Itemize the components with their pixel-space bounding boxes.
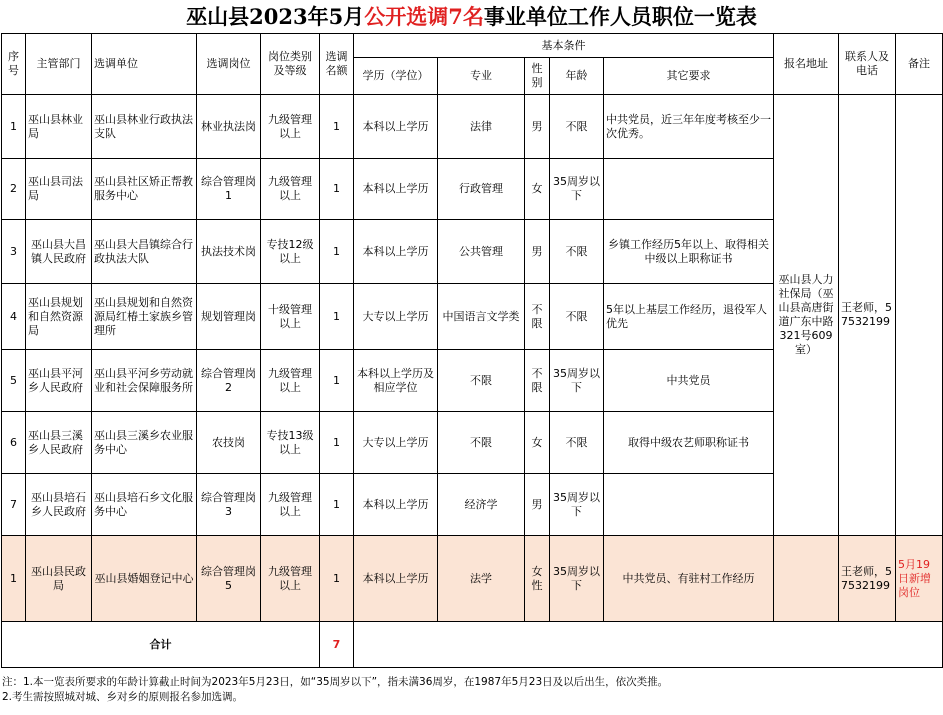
cell-unit: 巫山县林业行政执法支队	[92, 95, 197, 159]
cell-dept: 巫山县平河乡人民政府	[26, 350, 92, 412]
cell-seq: 3	[2, 220, 26, 284]
total-empty	[354, 622, 943, 668]
footnote-2: 2.考生需按照城对城、乡对乡的原则报名参加选调。	[2, 691, 244, 703]
header-address: 报名地址	[774, 34, 839, 95]
footnote-1: 注：1.本一览表所要求的年龄计算截止时间为2023年5月23日，如“35周岁以下”，指未满36周岁，在1987年5月23日及以后出生，依次类推。	[2, 676, 669, 688]
cell-gender: 不限	[525, 284, 550, 350]
cell-major: 经济学	[438, 474, 525, 536]
cell-category: 九级管理以上	[261, 95, 320, 159]
table-row	[2, 95, 943, 159]
cell-quota: 1	[320, 220, 354, 284]
cell-age: 35周岁以下	[550, 350, 604, 412]
cell-address: 巫山县人力社保局（巫山县高唐街道广东中路321号609室）	[774, 95, 839, 536]
cell-quota: 1	[320, 159, 354, 220]
cell-age: 不限	[550, 95, 604, 159]
cell-unit: 巫山县婚姻登记中心	[92, 536, 197, 622]
cell-post: 综合管理岗1	[197, 159, 261, 220]
cell-post: 执法技术岗	[197, 220, 261, 284]
table-row-new	[2, 536, 943, 622]
header-category: 岗位类别及等级	[261, 34, 320, 95]
header-post: 选调岗位	[197, 34, 261, 95]
cell-category: 十级管理以上	[261, 284, 320, 350]
cell-education: 本科以上学历	[354, 536, 438, 622]
positions-table	[1, 33, 943, 668]
cell-gender: 男	[525, 95, 550, 159]
cell-category: 九级管理以上	[261, 536, 320, 622]
header-education: 学历（学位）	[354, 58, 438, 95]
cell-age: 不限	[550, 284, 604, 350]
footnotes	[2, 675, 940, 705]
title-part-2: 事业单位工作人员职位一览表	[483, 4, 757, 29]
cell-education: 本科以上学历	[354, 220, 438, 284]
cell-quota: 1	[320, 474, 354, 536]
header-major: 专业	[438, 58, 525, 95]
cell-gender: 不限	[525, 350, 550, 412]
cell-other: 中共党员	[604, 350, 774, 412]
cell-quota: 1	[320, 284, 354, 350]
cell-dept: 巫山县三溪乡人民政府	[26, 412, 92, 474]
cell-education: 本科以上学历	[354, 95, 438, 159]
cell-remark-new: 5月19日新增岗位	[896, 536, 943, 622]
cell-quota: 1	[320, 536, 354, 622]
cell-remark	[896, 95, 943, 536]
cell-gender: 女	[525, 412, 550, 474]
cell-education: 大专以上学历	[354, 284, 438, 350]
cell-age: 不限	[550, 412, 604, 474]
cell-quota: 1	[320, 412, 354, 474]
header-seq: 序号	[2, 34, 26, 95]
cell-quota: 1	[320, 95, 354, 159]
header-contact: 联系人及电话	[839, 34, 896, 95]
cell-dept: 巫山县培石乡人民政府	[26, 474, 92, 536]
title-part-1: 巫山县2023年5月	[186, 4, 365, 29]
header-dept: 主管部门	[26, 34, 92, 95]
cell-unit: 巫山县规划和自然资源局红椿土家族乡管理所	[92, 284, 197, 350]
cell-major: 法学	[438, 536, 525, 622]
cell-education: 本科以上学历及相应学位	[354, 350, 438, 412]
cell-contact-new: 王老师，57532199	[839, 536, 896, 622]
cell-major: 行政管理	[438, 159, 525, 220]
header-unit: 选调单位	[92, 34, 197, 95]
cell-seq: 7	[2, 474, 26, 536]
cell-post: 综合管理岗2	[197, 350, 261, 412]
cell-post: 综合管理岗3	[197, 474, 261, 536]
cell-dept: 巫山县民政局	[26, 536, 92, 622]
cell-major: 不限	[438, 350, 525, 412]
cell-seq: 5	[2, 350, 26, 412]
page-title	[0, 0, 943, 33]
cell-seq: 6	[2, 412, 26, 474]
cell-gender: 女性	[525, 536, 550, 622]
cell-unit: 巫山县三溪乡农业服务中心	[92, 412, 197, 474]
cell-age: 35周岁以下	[550, 474, 604, 536]
cell-major: 中国语言文学类	[438, 284, 525, 350]
cell-seq: 1	[2, 95, 26, 159]
header-basic: 基本条件	[354, 34, 774, 58]
cell-dept: 巫山县大昌镇人民政府	[26, 220, 92, 284]
cell-unit: 巫山县平河乡劳动就业和社会保障服务所	[92, 350, 197, 412]
total-row	[2, 622, 943, 668]
cell-seq: 4	[2, 284, 26, 350]
cell-post: 林业执法岗	[197, 95, 261, 159]
cell-other: 乡镇工作经历5年以上、取得相关中级以上职称证书	[604, 220, 774, 284]
cell-dept: 巫山县规划和自然资源局	[26, 284, 92, 350]
cell-category: 九级管理以上	[261, 350, 320, 412]
cell-category: 九级管理以上	[261, 159, 320, 220]
cell-education: 本科以上学历	[354, 474, 438, 536]
cell-unit: 巫山县培石乡文化服务中心	[92, 474, 197, 536]
cell-seq: 2	[2, 159, 26, 220]
cell-gender: 男	[525, 474, 550, 536]
cell-education: 大专以上学历	[354, 412, 438, 474]
cell-category: 九级管理以上	[261, 474, 320, 536]
cell-age: 35周岁以下	[550, 536, 604, 622]
cell-post: 农技岗	[197, 412, 261, 474]
cell-category: 专技12级以上	[261, 220, 320, 284]
cell-dept: 巫山县林业局	[26, 95, 92, 159]
cell-unit: 巫山县社区矫正帮教服务中心	[92, 159, 197, 220]
header-age: 年龄	[550, 58, 604, 95]
cell-gender: 女	[525, 159, 550, 220]
cell-category: 专技13级以上	[261, 412, 320, 474]
header-row-1	[2, 34, 943, 58]
cell-post: 规划管理岗	[197, 284, 261, 350]
cell-other: 中共党员，近三年年度考核至少一次优秀。	[604, 95, 774, 159]
total-label: 合计	[2, 622, 320, 668]
cell-other	[604, 159, 774, 220]
cell-education: 本科以上学历	[354, 159, 438, 220]
cell-seq: 1	[2, 536, 26, 622]
cell-major: 法律	[438, 95, 525, 159]
total-value: 7	[320, 622, 354, 668]
cell-other: 取得中级农艺师职称证书	[604, 412, 774, 474]
header-quota: 选调名额	[320, 34, 354, 95]
cell-unit: 巫山县大昌镇综合行政执法大队	[92, 220, 197, 284]
title-highlight: 公开选调7名	[364, 4, 484, 29]
cell-post: 综合管理岗5	[197, 536, 261, 622]
cell-address-new	[774, 536, 839, 622]
cell-gender: 男	[525, 220, 550, 284]
cell-age: 不限	[550, 220, 604, 284]
cell-other	[604, 474, 774, 536]
cell-other: 中共党员、有驻村工作经历	[604, 536, 774, 622]
cell-major: 不限	[438, 412, 525, 474]
header-remark: 备注	[896, 34, 943, 95]
header-gender: 性别	[525, 58, 550, 95]
cell-quota: 1	[320, 350, 354, 412]
cell-age: 35周岁以下	[550, 159, 604, 220]
cell-other: 5年以上基层工作经历，退役军人优先	[604, 284, 774, 350]
cell-dept: 巫山县司法局	[26, 159, 92, 220]
cell-contact: 王老师，57532199	[839, 95, 896, 536]
header-other: 其它要求	[604, 58, 774, 95]
cell-major: 公共管理	[438, 220, 525, 284]
